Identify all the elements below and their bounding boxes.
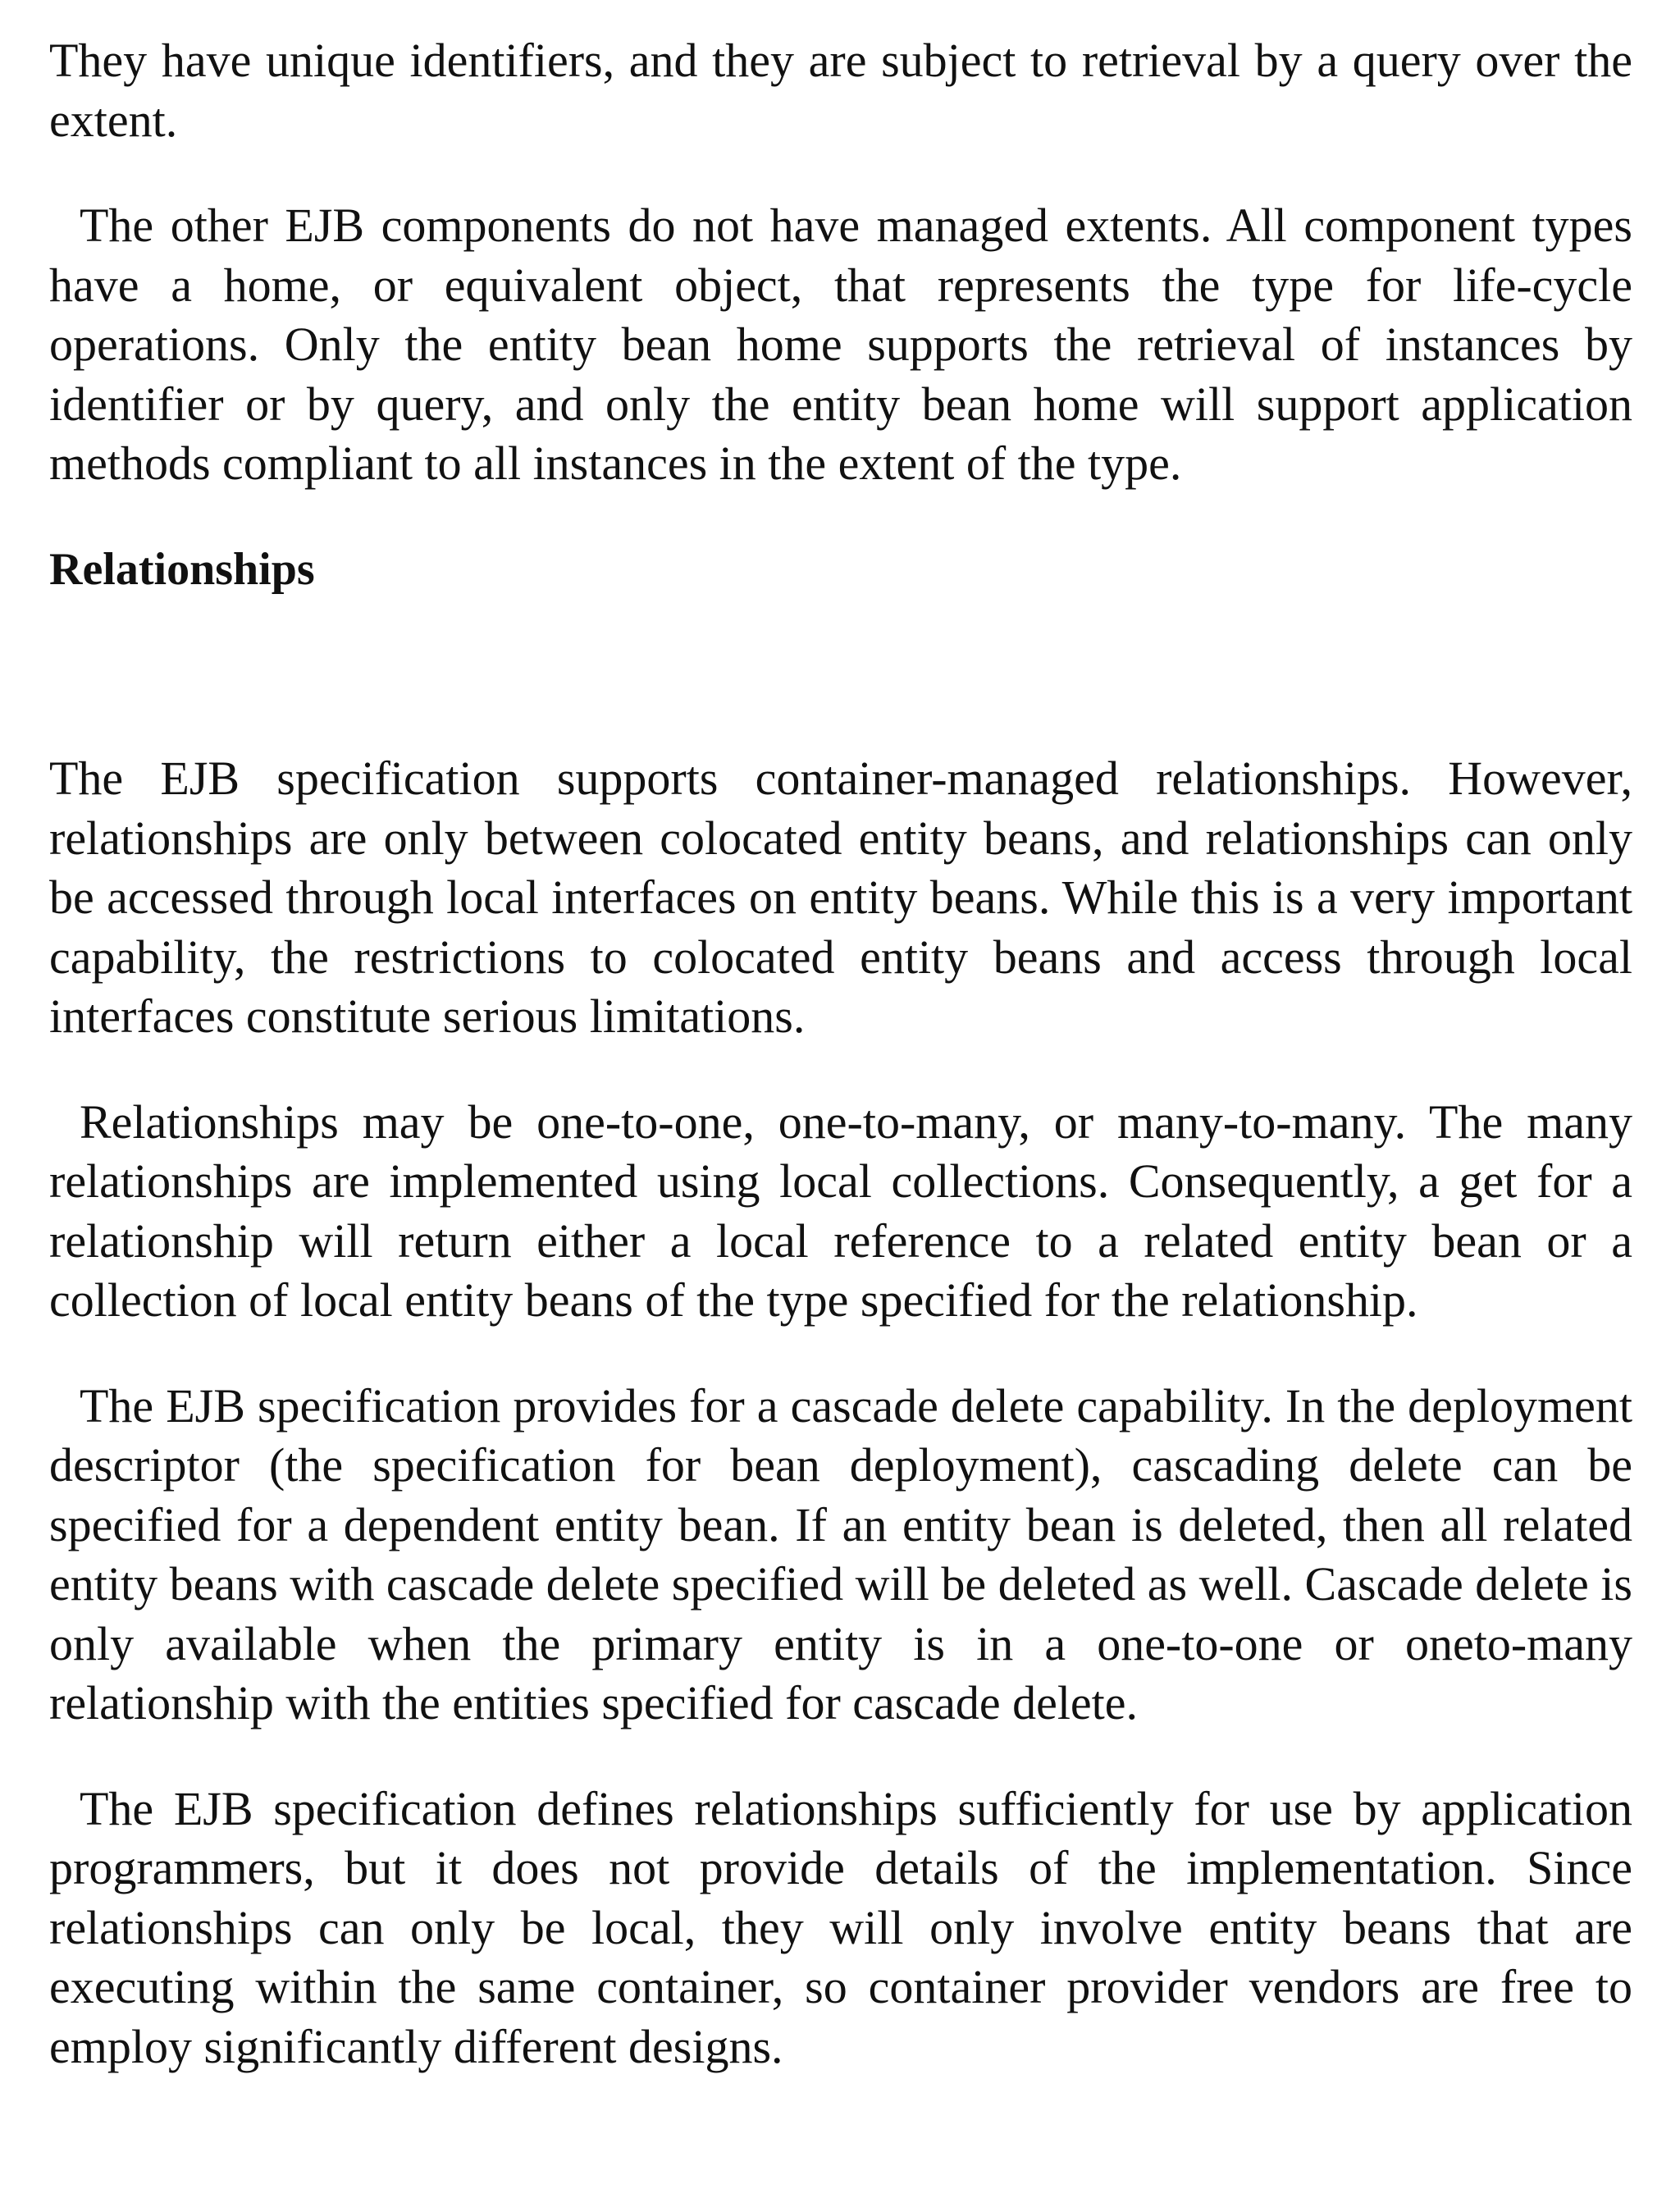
paragraph-extent-continuation: They have unique identifiers, and they are subject to retrieval by a query over the extent. bbox=[49, 34, 1632, 147]
document-page bbox=[49, 31, 1632, 2077]
heading-gap bbox=[49, 599, 1632, 749]
paragraph-gap bbox=[49, 1331, 1632, 1377]
paragraph-managed-extents: The other EJB components do not have managed extents. All component types have a home, or equivalent object, that represents the type for life-cycle operations. Only the entity bean home supports the retrieval of instances by identifier or by query, and only the entity bean home will support application methods compliant to all instances in the extent of the type. bbox=[49, 199, 1632, 490]
paragraph-cascade-delete: The EJB specification provides for a cascade delete capability. In the deployment descriptor (the specification for bean deployment), cascading delete can be specified for a dependent entity bean. If an entity bean is deleted, then all related entity beans with cascade delete specified will be deleted as well. Cascade delete is only available when the primary entity is in a one-to-one or oneto-many relationship with the entities specified for cascade delete. bbox=[49, 1378, 1632, 1730]
section-heading-relationships: Relationships bbox=[49, 543, 315, 595]
paragraph-gap bbox=[49, 1734, 1632, 1780]
paragraph-gap bbox=[49, 494, 1632, 540]
paragraph-gap bbox=[49, 150, 1632, 196]
paragraph-relationship-types: Relationships may be one-to-one, one-to-many, or many-to-many. The many relationships are implemented using local collections. Consequently, a get for a relationship will return either a local reference to a related entity bean or a collection of local entity beans of the type specified for the relationship. bbox=[49, 1094, 1632, 1327]
paragraph-container-managed-relationships: The EJB specification supports container-managed relationships. However, relationships are only between colocated entity beans, and relationships can only be accessed through local interfaces on entity beans. While this is a very important capability, the restrictions to colocated entity beans and access through local interfaces constitute serious limitations. bbox=[49, 752, 1632, 1043]
paragraph-implementation-details: The EJB specification defines relationships sufficiently for use by application programmers, but it does not provide details of the implementation. Since relationships can only be local, they will only involve entity beans that are executing within the same container, so container provider vendors are free to employ significantly different designs. bbox=[49, 1781, 1632, 2073]
paragraph-gap bbox=[49, 1047, 1632, 1093]
